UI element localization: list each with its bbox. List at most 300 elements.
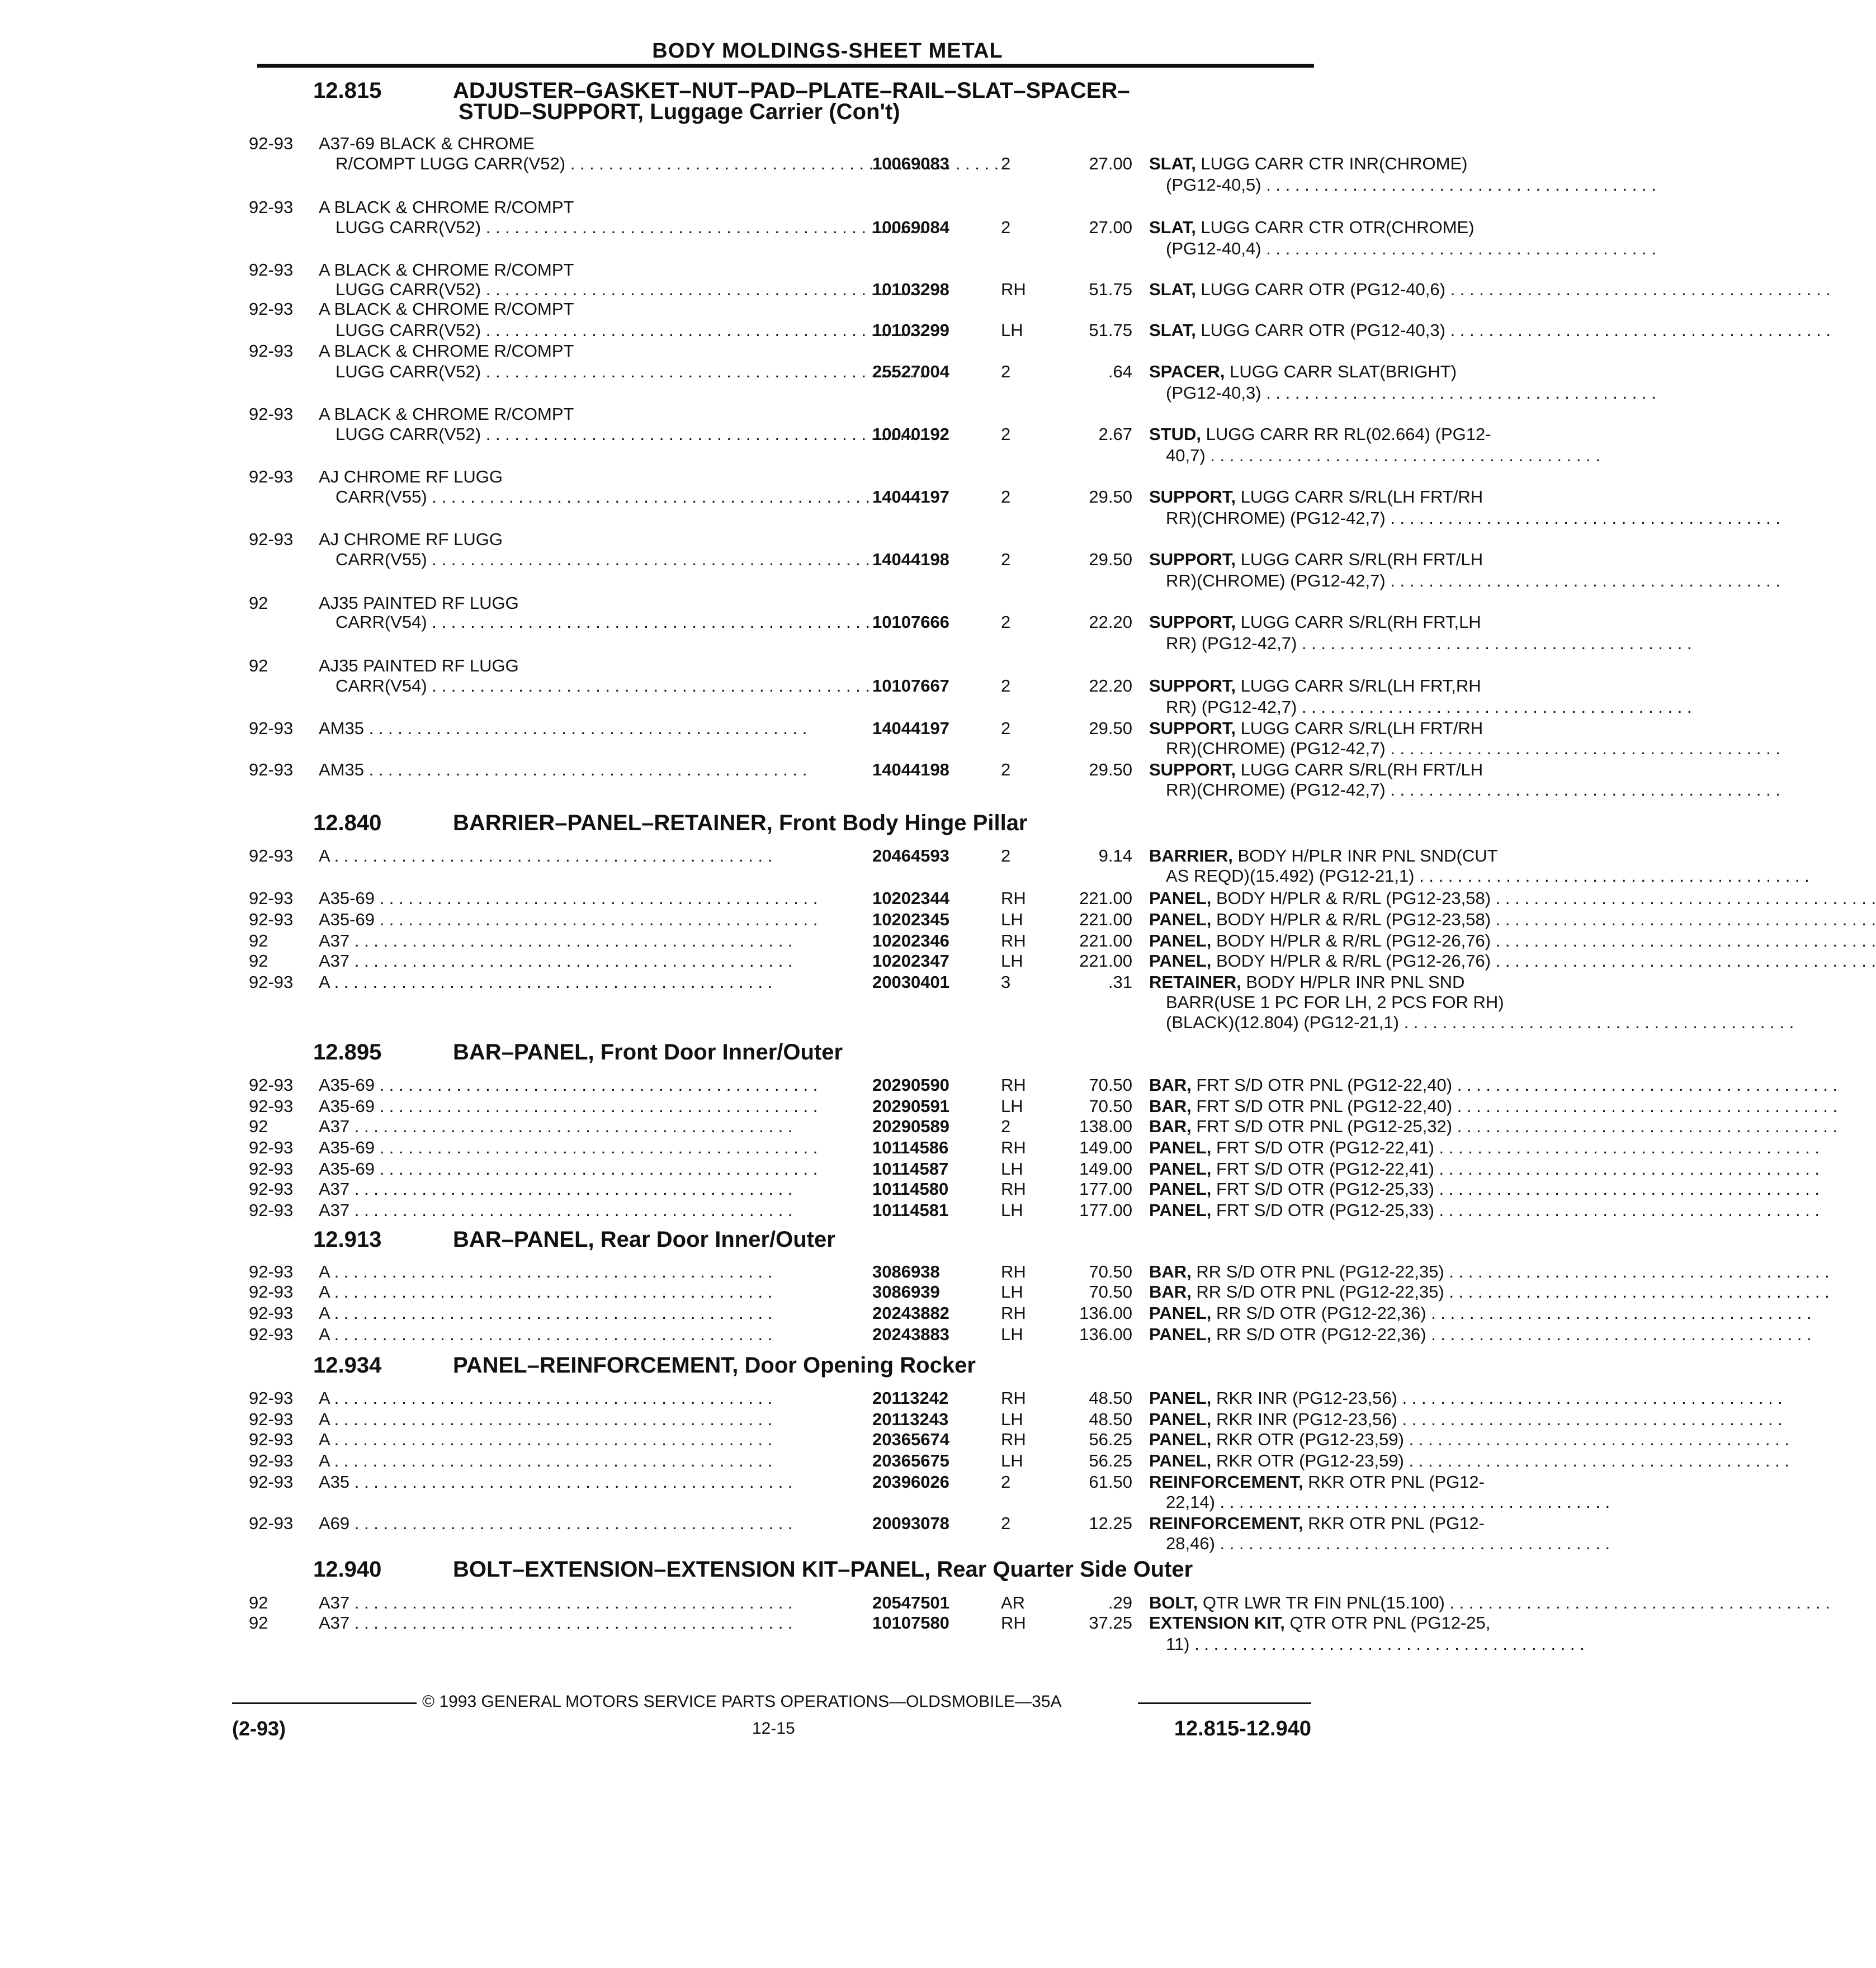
part-name: BAR, [1149, 1096, 1192, 1116]
part-description: SUPPORT, LUGG CARR S/RL(RH FRT,LH [1149, 612, 1481, 632]
table-row [249, 279, 1445, 300]
table-row [249, 593, 1311, 614]
table-row [249, 1429, 1404, 1450]
model-application: A37 . . . [319, 1200, 864, 1221]
quantity: 2 [1001, 846, 1011, 865]
model-year: 92-93 [249, 1179, 294, 1199]
description-continued: RR)(CHROME) (PG12-42,7) . . . [1166, 570, 1552, 592]
description-continued: BARR(USE 1 PC FOR LH, 2 PCS FOR RH) [1166, 992, 1504, 1012]
table-row [249, 1492, 1311, 1513]
model-year: 92-93 [249, 1324, 294, 1344]
section-number: 12.913 [313, 1227, 382, 1252]
model-year: 92-93 [249, 1262, 294, 1281]
model-application: CARR(V54) . . . [319, 612, 881, 633]
quantity: 2 [1001, 1472, 1011, 1492]
table-row [249, 1303, 1426, 1324]
model-application: A . . . [319, 1324, 864, 1345]
part-name: BAR, [1149, 1117, 1192, 1136]
section-title: ADJUSTER–GASKET–NUT–PAD–PLATE–RAIL–SLAT–SPACER– [453, 78, 1130, 103]
table-row [249, 697, 1311, 718]
part-number: 10107580 [872, 1613, 949, 1633]
model-application: A37 . . . [319, 1179, 864, 1200]
part-description: SUPPORT, LUGG CARR S/RL(LH FRT,RH [1149, 676, 1481, 696]
price: 221.00 [1079, 951, 1132, 971]
part-number: 10114587 [872, 1159, 949, 1179]
part-name: BAR, [1149, 1075, 1192, 1095]
part-number: 20093078 [872, 1513, 949, 1533]
quantity: RH [1001, 931, 1026, 950]
group-range: 12.815-12.940 [1174, 1717, 1311, 1740]
table-row [249, 972, 1465, 993]
part-description: PANEL, BODY H/PLR & R/RL (PG12-23,58) . . . [1149, 888, 1552, 909]
price: 51.75 [1089, 320, 1132, 340]
model-application: CARR(V55) . . . [319, 549, 881, 570]
table-row [249, 424, 1491, 445]
part-name: SUPPORT, [1149, 676, 1236, 696]
table-row [249, 174, 1311, 196]
part-name: BOLT, [1149, 1593, 1198, 1612]
section-number: 12.940 [313, 1557, 382, 1582]
model-year: 92-93 [249, 1451, 294, 1470]
table-row [249, 1634, 1311, 1655]
quantity: RH [1001, 1262, 1026, 1281]
table-row [249, 320, 1445, 341]
part-name: PANEL, [1149, 1409, 1212, 1429]
price: 149.00 [1079, 1138, 1132, 1157]
table-row [249, 1388, 1397, 1409]
quantity: 2 [1001, 612, 1011, 632]
table-row [249, 909, 1491, 930]
table-row [249, 779, 1386, 801]
section-heading [313, 1227, 835, 1252]
table-row [249, 1513, 1485, 1534]
price: 221.00 [1079, 910, 1132, 929]
model-year: 92-93 [249, 760, 294, 779]
page-header [257, 38, 1314, 68]
price: 138.00 [1079, 1117, 1132, 1136]
table-row [249, 1096, 1453, 1117]
model-application: A35-69 . . . [319, 1096, 864, 1117]
part-name: BAR, [1149, 1282, 1192, 1302]
revision-date: (2-93) [232, 1717, 286, 1740]
part-name: PANEL, [1149, 1179, 1212, 1199]
table-row [249, 1158, 1434, 1180]
part-number: 20464593 [872, 846, 949, 865]
description-continued: RR)(CHROME) (PG12-42,7) . . . [1166, 738, 1552, 759]
model-year: 92-93 [249, 1472, 294, 1492]
section-heading [313, 811, 1028, 835]
model-year: 92-93 [249, 1513, 294, 1533]
quantity: LH [1001, 1324, 1023, 1344]
table-row [249, 1012, 1399, 1033]
table-row [249, 1450, 1404, 1472]
part-number: 14044197 [872, 487, 949, 507]
model-year: 92-93 [249, 1159, 294, 1179]
table-row [249, 259, 1311, 281]
quantity: RH [1001, 1613, 1026, 1633]
model-year: 92-93 [249, 1409, 294, 1429]
quantity: 2 [1001, 760, 1011, 779]
section-heading [313, 1040, 843, 1065]
quantity: LH [1001, 1096, 1023, 1116]
price: 27.00 [1089, 154, 1132, 173]
price: .64 [1108, 362, 1132, 381]
part-name: PANEL, [1149, 1430, 1212, 1449]
part-number: 10103299 [872, 320, 949, 340]
price: 37.25 [1089, 1613, 1132, 1633]
table-row [249, 382, 1311, 404]
part-description: PANEL, FRT S/D OTR (PG12-22,41) . . . [1149, 1158, 1552, 1180]
model-application: LUGG CARR(V52) . . . [319, 424, 881, 445]
part-number: 20113243 [872, 1409, 949, 1429]
table-row [249, 992, 1504, 1013]
price: 177.00 [1079, 1200, 1132, 1220]
part-description: REINFORCEMENT, RKR OTR PNL (PG12- [1149, 1472, 1485, 1492]
model-application: AM35 . . . [319, 718, 864, 739]
part-description: BAR, FRT S/D OTR PNL (PG12-22,40) . . . [1149, 1075, 1552, 1096]
table-row [249, 612, 1481, 633]
part-number: 20396026 [872, 1472, 949, 1492]
model-year: 92-93 [249, 910, 294, 929]
model-application: A BLACK & CHROME R/COMPT [319, 197, 574, 217]
table-row [249, 404, 1311, 425]
quantity: AR [1001, 1593, 1026, 1612]
part-number: 3086938 [872, 1262, 940, 1281]
footer-rule-left [232, 1702, 417, 1704]
quantity: 2 [1001, 1117, 1011, 1136]
price: .29 [1108, 1593, 1132, 1612]
model-year: 92-93 [249, 197, 294, 217]
part-name: SPACER, [1149, 362, 1225, 381]
table-row [249, 738, 1386, 759]
table-row [249, 675, 1481, 697]
quantity: RH [1001, 1138, 1026, 1157]
table-row [249, 1409, 1397, 1430]
description-continued: RR) (PG12-42,7) . . . [1166, 697, 1552, 718]
model-application: A35-69 . . . [319, 1158, 864, 1180]
part-description: SUPPORT, LUGG CARR S/RL(RH FRT/LH [1149, 760, 1483, 779]
quantity: RH [1001, 1303, 1026, 1323]
quantity: RH [1001, 888, 1026, 908]
model-year: 92-93 [249, 299, 294, 319]
part-description: PANEL, RKR OTR (PG12-23,59) . . . [1149, 1429, 1552, 1450]
part-name: PANEL, [1149, 1159, 1212, 1179]
price: 51.75 [1089, 280, 1132, 299]
section-title: PANEL–REINFORCEMENT, Door Opening Rocker [453, 1353, 976, 1378]
model-application: A BLACK & CHROME R/COMPT [319, 299, 574, 319]
model-application: A37 . . . [319, 1612, 864, 1634]
price: 12.25 [1089, 1513, 1132, 1533]
model-application: A37 . . . [319, 1116, 864, 1137]
model-application: A35-69 . . . [319, 909, 864, 930]
table-row [249, 1612, 1491, 1634]
table-row [249, 508, 1386, 529]
section-title: BOLT–EXTENSION–EXTENSION KIT–PANEL, Rear Quarter Side Outer [453, 1557, 1193, 1582]
table-row [249, 888, 1491, 909]
section-title: BAR–PANEL, Front Door Inner/Outer [453, 1040, 843, 1065]
price: 48.50 [1089, 1409, 1132, 1429]
section-number: 12.934 [313, 1353, 382, 1378]
model-application: A . . . [319, 1450, 864, 1472]
part-name: PANEL, [1149, 1451, 1212, 1470]
model-application: A35 . . . [319, 1472, 864, 1493]
table-row [249, 1533, 1311, 1554]
price: .31 [1108, 972, 1132, 992]
description-continued: 11) . . . [1166, 1634, 1552, 1655]
part-number: 14044198 [872, 550, 949, 569]
part-name: STUD, [1149, 424, 1201, 444]
part-description: SLAT, LUGG CARR OTR (PG12-40,6) . . . [1149, 279, 1552, 300]
table-row [249, 1324, 1426, 1345]
part-number: 20243883 [872, 1324, 949, 1344]
part-name: PANEL, [1149, 910, 1212, 929]
model-year: 92 [249, 593, 268, 613]
quantity: LH [1001, 1200, 1023, 1220]
page-title: BODY MOLDINGS-SHEET METAL [652, 39, 1003, 63]
part-name: BAR, [1149, 1262, 1192, 1281]
footer-rule-right [1138, 1702, 1311, 1704]
model-year: 92-93 [249, 467, 294, 486]
part-description: PANEL, BODY H/PLR & R/RL (PG12-23,58) . . . [1149, 909, 1552, 930]
table-row [249, 549, 1483, 570]
quantity: LH [1001, 1159, 1023, 1179]
model-application: A . . . [319, 1409, 864, 1430]
model-year: 92-93 [249, 846, 294, 865]
description-continued: (PG12-40,3) . . . [1166, 382, 1552, 404]
part-name: RETAINER, [1149, 972, 1241, 992]
part-description: PANEL, RKR INR (PG12-23,56) . . . [1149, 1409, 1552, 1430]
description-continued: RR)(CHROME) (PG12-42,7) . . . [1166, 508, 1552, 529]
part-description: RETAINER, BODY H/PLR INR PNL SND [1149, 972, 1465, 992]
quantity: 2 [1001, 676, 1011, 696]
table-row [249, 655, 1311, 676]
description-continued: 40,7) . . . [1166, 445, 1552, 466]
model-year: 92 [249, 656, 268, 675]
price: 70.50 [1089, 1096, 1132, 1116]
description-continued: (PG12-40,5) . . . [1166, 174, 1552, 196]
model-application: CARR(V54) . . . [319, 675, 881, 697]
quantity: LH [1001, 1282, 1023, 1302]
quantity: 2 [1001, 424, 1011, 444]
section-heading [313, 1353, 976, 1378]
part-number: 10202346 [872, 931, 949, 950]
price: 22.20 [1089, 676, 1132, 696]
quantity: RH [1001, 1430, 1026, 1449]
model-year: 92-93 [249, 134, 294, 153]
model-year: 92-93 [249, 972, 294, 992]
part-number: 14044198 [872, 760, 949, 779]
part-number: 10107667 [872, 676, 949, 696]
table-row [249, 486, 1483, 508]
model-application: A37 . . . [319, 1592, 864, 1614]
part-number: 10202344 [872, 888, 949, 908]
model-year: 92-93 [249, 1282, 294, 1302]
model-year: 92-93 [249, 529, 294, 549]
model-year: 92 [249, 1117, 268, 1136]
price: 29.50 [1089, 718, 1132, 738]
part-number: 10069084 [872, 217, 949, 237]
part-number: 10107666 [872, 612, 949, 632]
part-name: PANEL, [1149, 1388, 1212, 1408]
price: 221.00 [1079, 888, 1132, 908]
table-row [249, 1075, 1453, 1096]
part-description: PANEL, FRT S/D OTR (PG12-22,41) . . . [1149, 1137, 1552, 1158]
model-application: A . . . [319, 1281, 864, 1303]
model-application: A . . . [319, 1303, 864, 1324]
model-application: A BLACK & CHROME R/COMPT [319, 404, 574, 424]
part-number: 14044197 [872, 718, 949, 738]
part-name: SUPPORT, [1149, 550, 1236, 569]
part-number: 20547501 [872, 1593, 949, 1612]
model-application: LUGG CARR(V52) . . . [319, 320, 881, 341]
quantity: LH [1001, 320, 1023, 340]
part-description: PANEL, RR S/D OTR (PG12-22,36) . . . [1149, 1324, 1552, 1345]
price: 136.00 [1079, 1303, 1132, 1323]
part-number: 10114580 [872, 1179, 949, 1199]
part-description: SLAT, LUGG CARR CTR INR(CHROME) [1149, 154, 1468, 173]
model-year: 92-93 [249, 1303, 294, 1323]
part-number: 20243882 [872, 1303, 949, 1323]
price: 136.00 [1079, 1324, 1132, 1344]
price: 27.00 [1089, 217, 1132, 237]
table-row [249, 759, 1483, 780]
part-description: PANEL, FRT S/D OTR (PG12-25,33) . . . [1149, 1179, 1552, 1200]
price: 48.50 [1089, 1388, 1132, 1408]
part-number: 25527004 [872, 362, 949, 381]
part-number: 10114586 [872, 1138, 949, 1157]
part-number: 10040192 [872, 424, 949, 444]
table-row [249, 466, 1311, 488]
model-year: 92-93 [249, 1138, 294, 1157]
table-row [249, 1200, 1434, 1221]
part-name: SUPPORT, [1149, 760, 1236, 779]
model-year: 92-93 [249, 1430, 294, 1449]
quantity: RH [1001, 1075, 1026, 1095]
model-application: AJ35 PAINTED RF LUGG [319, 593, 519, 613]
model-year: 92 [249, 1593, 268, 1612]
model-year: 92 [249, 951, 268, 971]
model-application: A . . . [319, 972, 864, 993]
model-application: A69 . . . [319, 1513, 864, 1534]
model-year: 92-93 [249, 1096, 294, 1116]
model-application: A BLACK & CHROME R/COMPT [319, 341, 574, 361]
table-row [249, 153, 1468, 174]
price: 70.50 [1089, 1282, 1132, 1302]
description-continued: (BLACK)(12.804) (PG12-21,1) . . . [1166, 1012, 1552, 1033]
section-heading [313, 1557, 1193, 1582]
section-title-continued: STUD–SUPPORT, Luggage Carrier (Con't) [459, 100, 900, 124]
part-name: BARRIER, [1149, 846, 1233, 865]
table-row [249, 217, 1475, 238]
part-description: BAR, RR S/D OTR PNL (PG12-22,35) . . . [1149, 1281, 1552, 1303]
part-number: 10103298 [872, 280, 949, 299]
table-row [249, 1472, 1485, 1493]
price: 70.50 [1089, 1262, 1132, 1281]
part-number: 10202345 [872, 910, 949, 929]
model-year: 92-93 [249, 260, 294, 280]
part-name: SLAT, [1149, 217, 1196, 237]
table-row [249, 570, 1386, 592]
model-year: 92-93 [249, 341, 294, 361]
table-row [249, 718, 1483, 739]
part-description: PANEL, RR S/D OTR (PG12-22,36) . . . [1149, 1303, 1552, 1324]
quantity: 2 [1001, 550, 1011, 569]
model-application: AJ35 PAINTED RF LUGG [319, 656, 519, 675]
table-row [249, 1281, 1444, 1303]
quantity: 2 [1001, 154, 1011, 173]
table-row [249, 238, 1311, 259]
model-application: A37-69 BLACK & CHROME [319, 134, 535, 153]
part-number: 20365674 [872, 1430, 949, 1449]
part-name: REINFORCEMENT, [1149, 1513, 1303, 1533]
quantity: RH [1001, 280, 1026, 299]
table-row [249, 133, 1311, 154]
table-row [249, 340, 1311, 362]
part-name: PANEL, [1149, 1200, 1212, 1220]
description-continued: (PG12-40,4) . . . [1166, 238, 1552, 259]
model-application: A . . . [319, 1261, 864, 1283]
table-row [249, 299, 1311, 320]
section-number: 12.895 [313, 1040, 382, 1065]
part-number: 20030401 [872, 972, 949, 992]
price: 29.50 [1089, 487, 1132, 507]
price: 221.00 [1079, 931, 1132, 950]
part-name: SUPPORT, [1149, 487, 1236, 507]
quantity: 3 [1001, 972, 1011, 992]
quantity: LH [1001, 951, 1023, 971]
part-description: BAR, FRT S/D OTR PNL (PG12-22,40) . . . [1149, 1096, 1552, 1117]
quantity: 2 [1001, 217, 1011, 237]
part-number: 10069083 [872, 154, 949, 173]
part-name: SUPPORT, [1149, 718, 1236, 738]
model-application: A . . . [319, 845, 864, 867]
model-application: A . . . [319, 1388, 864, 1409]
table-row [249, 930, 1491, 952]
table-row [249, 1592, 1445, 1614]
part-number: 10202347 [872, 951, 949, 971]
model-application: AJ CHROME RF LUGG [319, 467, 503, 486]
part-name: REINFORCEMENT, [1149, 1472, 1303, 1492]
model-application: R/COMPT LUGG CARR(V52) . . . [319, 153, 881, 174]
part-description: SPACER, LUGG CARR SLAT(BRIGHT) [1149, 362, 1457, 381]
part-name: SLAT, [1149, 280, 1196, 299]
table-row [249, 1179, 1434, 1200]
table-row [249, 361, 1457, 382]
description-continued: RR)(CHROME) (PG12-42,7) . . . [1166, 779, 1552, 801]
part-number: 20290589 [872, 1117, 949, 1136]
price: 22.20 [1089, 612, 1132, 632]
part-description: BARRIER, BODY H/PLR INR PNL SND(CUT [1149, 846, 1498, 865]
part-description: BOLT, QTR LWR TR FIN PNL(15.100) . . . [1149, 1592, 1552, 1614]
part-name: PANEL, [1149, 888, 1212, 908]
model-year: 92-93 [249, 718, 294, 738]
table-row [249, 845, 1498, 867]
price: 56.25 [1089, 1451, 1132, 1470]
part-description: PANEL, RKR OTR (PG12-23,59) . . . [1149, 1450, 1552, 1472]
part-description: SLAT, LUGG CARR CTR OTR(CHROME) [1149, 217, 1475, 237]
model-application: A . . . [319, 1429, 864, 1450]
price: 9.14 [1098, 846, 1132, 865]
part-name: PANEL, [1149, 951, 1212, 971]
model-application: A37 . . . [319, 950, 864, 972]
page-number: 12-15 [752, 1719, 795, 1738]
description-continued: AS REQD)(15.492) (PG12-21,1) . . . [1166, 865, 1552, 887]
section-number: 12.840 [313, 811, 382, 835]
quantity: RH [1001, 1388, 1026, 1408]
description-continued: 22,14) . . . [1166, 1492, 1552, 1513]
model-application: A35-69 . . . [319, 1075, 864, 1096]
quantity: LH [1001, 1451, 1023, 1470]
